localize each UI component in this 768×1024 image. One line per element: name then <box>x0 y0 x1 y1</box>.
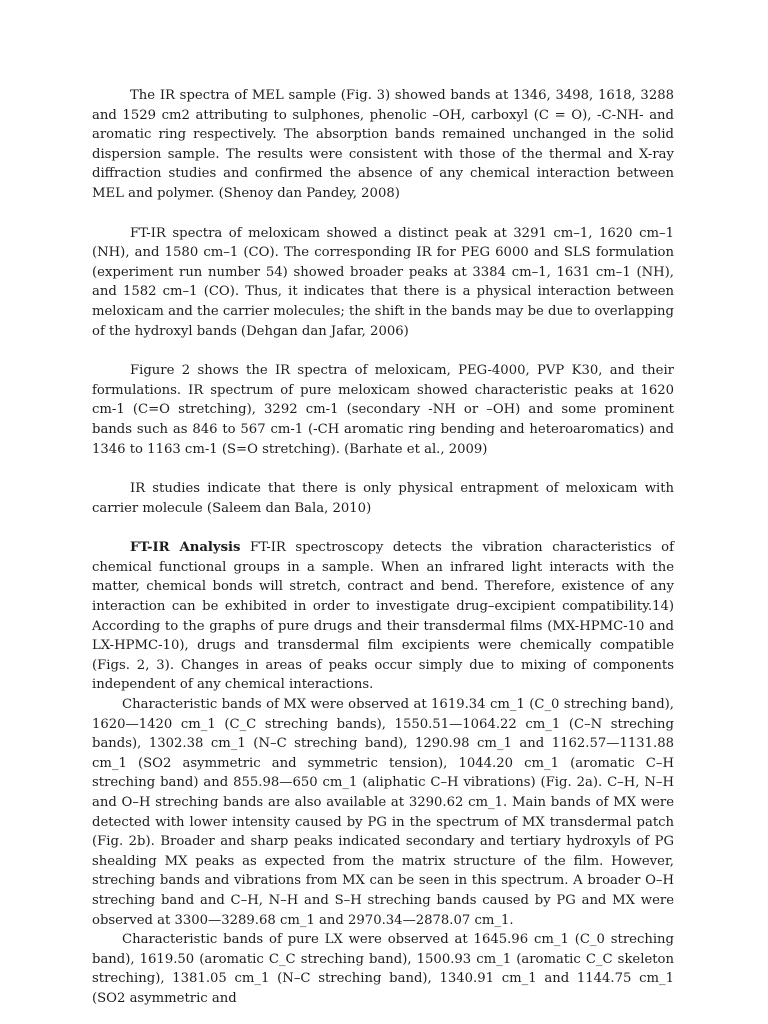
paragraph-figure2-meloxicam: Figure 2 shows the IR spectra of meloxicam, PEG-4000, PVP K30, and their formulations. IR spectrum of pure meloxicam showed characteristic peaks at 1620 cm-1 (C=O stretching), 3292 cm-1 (secondary -NH or –OH) and some prominent bands such as 846 to 567 cm-1 (-CH aromatic ring bending and heteroaromatics) and 1346 to 1163 cm-1 (S=O stretching). (Barhate et al., 2009) <box>92 363 674 457</box>
paragraph-ir-studies: IR studies indicate that there is only physical entrapment of meloxicam with carrier molecule (Saleem dan Bala, 2010) <box>92 481 674 516</box>
paragraph-mx-bands: Characteristic bands of MX were observed at 1619.34 cm_1 (C_0 streching band), 1620—1420 cm_1 (C_C streching bands), 1550.51—1064.22 cm_1 (C–N streching bands), 1302.38 cm_1 (N–C streching band), 1290.98 cm_1 and 1162.57—1131.88 cm_1 (SO2 asymmetric and symmetric tension), 1044.20 cm_1 (aromatic C–H streching band) and 855.98—650 cm_1 (aliphatic C–H vibrations) (Fig. 2a). C–H, N–H and O–H streching bands are also available at 3290.62 cm_1. Main bands of MX were detected with lower intensity caused by PG in the spectrum of MX transdermal patch (Fig. 2b). Broader and sharp peaks indicated secondary and tertiary hydroxyls of PG shealding MX peaks as expected from the matrix structure of the film. However, streching bands and vibrations from MX can be seen in this spectrum. A broader O–H streching band and C–H, N–H and S–H streching bands caused by PG and MX were observed at 3300—3289.68 cm_1 and 2970.34—2878.07 cm_1. <box>92 697 674 928</box>
paragraph-ftir-analysis-body: FT-IR spectroscopy detects the vibration characteristics of chemical functional groups in a sample. When an infrared light interacts with the matter, chemical bonds will stretch, contract and bend. Therefore, existence of any interaction can be exhibited in order to investigate drug–excipient compatibility.14) According to the graphs of pure drugs and their transdermal films (MX-HPMC-10 and LX-HPMC-10), drugs and transdermal film excipients were chemically compatible (Figs. 2, 3). Changes in areas of peaks occur simply due to mixing of components independent of any chemical interactions. <box>92 540 674 693</box>
document-page <box>92 86 674 1009</box>
section-lead-ftir-analysis: FT-IR Analysis <box>130 540 241 556</box>
paragraph-ftir-analysis <box>92 538 674 695</box>
paragraph-mel-ir-spectra: The IR spectra of MEL sample (Fig. 3) showed bands at 1346, 3498, 1618, 3288 and 1529 cm2 attributing to sulphones, phenolic –OH, carboxyl (C = O), -C-NH- and aromatic ring respectively. The absorption bands remained unchanged in the solid dispersion sample. The results were consistent with those of the thermal and X-ray diffraction studies and confirmed the absence of any chemical interaction between MEL and polymer. (Shenoy dan Pandey, 2008) <box>92 88 674 201</box>
paragraph-ftir-meloxicam: FT-IR spectra of meloxicam showed a distinct peak at 3291 cm–1, 1620 cm–1 (NH), and 1580 cm–1 (CO). The corresponding IR for PEG 6000 and SLS formulation (experiment run number 54) showed broader peaks at 3384 cm–1, 1631 cm–1 (NH), and 1582 cm–1 (CO). Thus, it indicates that there is a physical interaction between meloxicam and the carrier molecules; the shift in the bands may be due to overlapping of the hydroxyl bands (Dehgan dan Jafar, 2006) <box>92 225 674 339</box>
paragraph-lx-bands: Characteristic bands of pure LX were observed at 1645.96 cm_1 (C_0 streching band), 1619.50 (aromatic C_C streching band), 1500.93 cm_1 (aromatic C_C skeleton streching), 1381.05 cm_1 (N–C streching band), 1340.91 cm_1 and 1144.75 cm_1 (SO2 asymmetric and <box>92 932 674 1006</box>
